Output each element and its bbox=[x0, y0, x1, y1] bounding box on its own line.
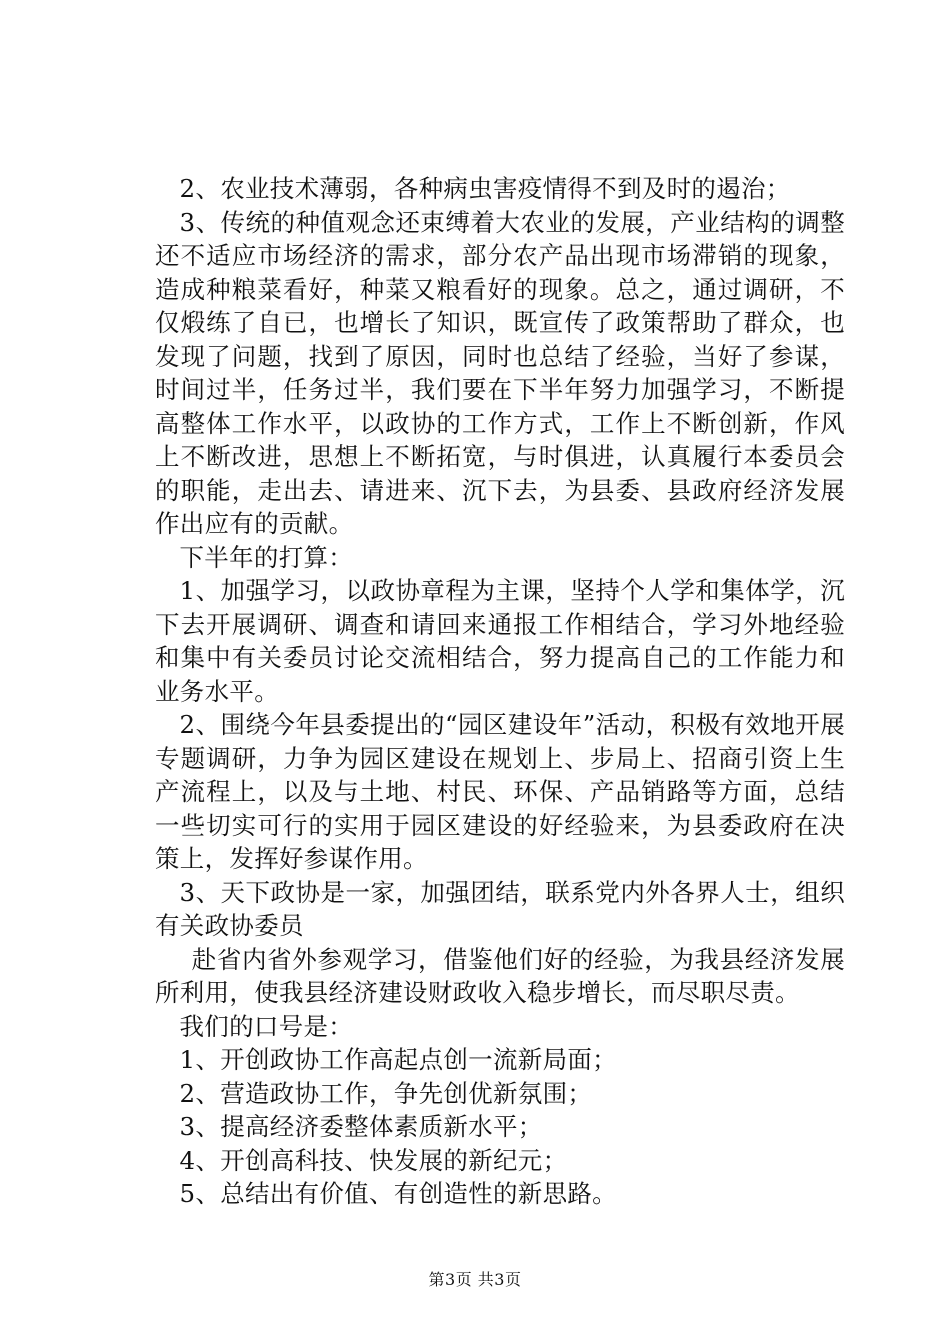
paragraph: 3、传统的种值观念还束缚着大农业的发展，产业结构的调整还不适应市场经济的需求，部分农产品出现市场滞销的现象，造成种粮菜看好，种菜又粮看好的现象。总之，通过调研，不仅煅练了自已，也增长了知识，既宣传了政策帮助了群众，也发现了问题，找到了原因，同时也总结了经验，当好了参谋，时间过半，任务过半，我们要在下半年努力加强学习，不断提高整体工作水平，以政协的工作方式，工作上不断创新，作风上不断改进，思想上不断拓宽，与时俱进，认真履行本委员会的职能，走出去、请进来、沉下去，为县委、县政府经济发展作出应有的贡献。 bbox=[155, 207, 845, 538]
document-body bbox=[155, 172, 845, 1211]
slogan-item: 5、总结出有价值、有创造性的新思路。 bbox=[179, 1179, 617, 1208]
paragraph: 3、天下政协是一家，加强团结，联系党内外各界人士，组织有关政协委员 bbox=[155, 877, 845, 940]
paragraph: 我们的口号是： bbox=[179, 1011, 354, 1041]
page-footer: 第3页 共3页 bbox=[428, 1270, 522, 1289]
paragraph: 1、加强学习，以政协章程为主课，坚持个人学和集体学，沉下去开展调研、调查和请回来通报工作相结合，学习外地经验和集中有关委员讨论交流相结合，努力提高自己的工作能力和业务水平。 bbox=[155, 576, 845, 706]
paragraph: 下半年的打算： bbox=[179, 542, 354, 572]
slogan-item: 4、开创高科技、快发展的新纪元； bbox=[179, 1145, 568, 1175]
slogan-item: 1、开创政协工作高起点创一流新局面； bbox=[179, 1045, 617, 1074]
paragraph: 2、农业技术薄弱，各种病虫害疫情得不到及时的遏治； bbox=[179, 174, 791, 203]
paragraph: 2、围绕今年县委提出的“园区建设年”活动，积极有效地开展专题调研，力争为园区建设在规划上、步局上、招商引资上生产流程上，以及与土地、村民、环保、产品销路等方面，总结一些切实可行的实用于园区建设的好经验来，为县委政府在决策上，发挥好参谋作用。 bbox=[155, 710, 845, 873]
paragraph: 赴省内省外参观学习，借鉴他们好的经验，为我县经济发展所利用，使我县经济建设财政收入稳步增长，而尽职尽责。 bbox=[155, 944, 845, 1007]
slogan-item: 3、提高经济委整体素质新水平； bbox=[179, 1112, 543, 1141]
slogan-item: 2、营造政协工作，争先创优新氛围； bbox=[179, 1078, 593, 1108]
